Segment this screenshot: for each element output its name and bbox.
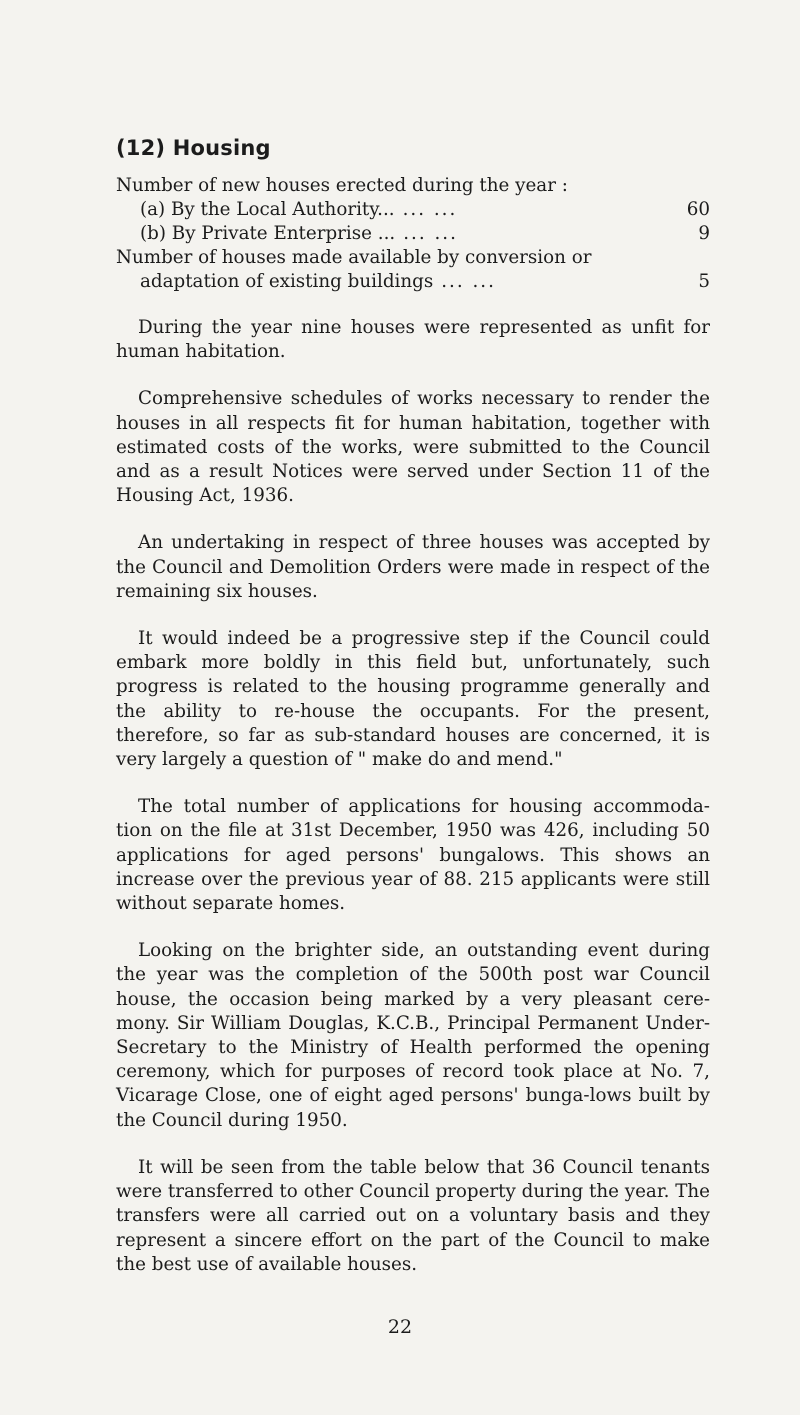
paragraph: During the year nine houses were represented as unfit for human habitation. (116, 317, 710, 363)
page-number: 22 (387, 1316, 413, 1338)
stats-value: 5 (698, 271, 710, 292)
section-heading: (12) Housing (116, 136, 271, 160)
stats-label: adaptation of existing buildings (140, 271, 434, 292)
document-page (116, 136, 710, 1277)
stats-leader-dots: ... ... (402, 199, 458, 220)
housing-statistics (116, 174, 710, 294)
paragraph: Looking on the brighter side, an outstanding event during the year was the completion of the 500th post war Council house, the occasion being marked by a very pleasant cere-mony. Sir William Douglas, K.C.B., Principal Permanent Under-Secretary to the Ministry of Health performed the opening ceremony, which for purposes of record took place at No. 7, Vicarage Close, one of eight aged persons' bunga-lows built by the Council during 1950. (116, 940, 710, 1131)
paragraph: Comprehensive schedules of works necessary to render the houses in all respects fit for human habitation, together with estimated costs of the works, were submitted to the Council and as a result Notices were served under Section 11 of the Housing Act, 1936. (116, 388, 710, 507)
stats-intro: Number of new houses erected during the year : (116, 175, 568, 196)
stats-row-local-authority (116, 198, 710, 222)
stats-label: (a) By the Local Authority... (140, 199, 395, 220)
stats-conversion-line: Number of houses made available by conversion or (116, 247, 592, 268)
paragraph: It will be seen from the table below that 36 Council tenants were transferred to other Council property during the year. The transfers were all carried out on a voluntary basis and they represent a sincere effort on the part of the Council to make the best use of available houses. (116, 1156, 710, 1275)
paragraph: It would indeed be a progressive step if the Council could embark more boldly in this field but, unfortunately, such progress is related to the housing programme generally and the ability to re-house the occupants. For the present, therefore, so far as sub-standard houses are concerned, it is very largely a question of " make do and mend." (116, 628, 710, 771)
stats-value: 9 (698, 223, 710, 244)
paragraph: The total number of applications for housing accommoda-tion on the file at 31st December, 1950 was 426, including 50 applications for aged persons' bungalows. This shows an increase over the previous year of 88. 215 applicants were still without separate homes. (116, 796, 710, 915)
stats-leader-dots: ... ... (403, 223, 458, 244)
paragraph: An undertaking in respect of three houses was accepted by the Council and Demolition Orders were made in respect of the remaining six houses. (116, 532, 710, 602)
stats-label: (b) By Private Enterprise ... (140, 223, 396, 244)
stats-value: 60 (686, 199, 710, 220)
stats-row-private-enterprise (116, 222, 710, 246)
stats-leader-dots: ... ... (441, 271, 496, 292)
stats-row-conversion (116, 270, 710, 294)
